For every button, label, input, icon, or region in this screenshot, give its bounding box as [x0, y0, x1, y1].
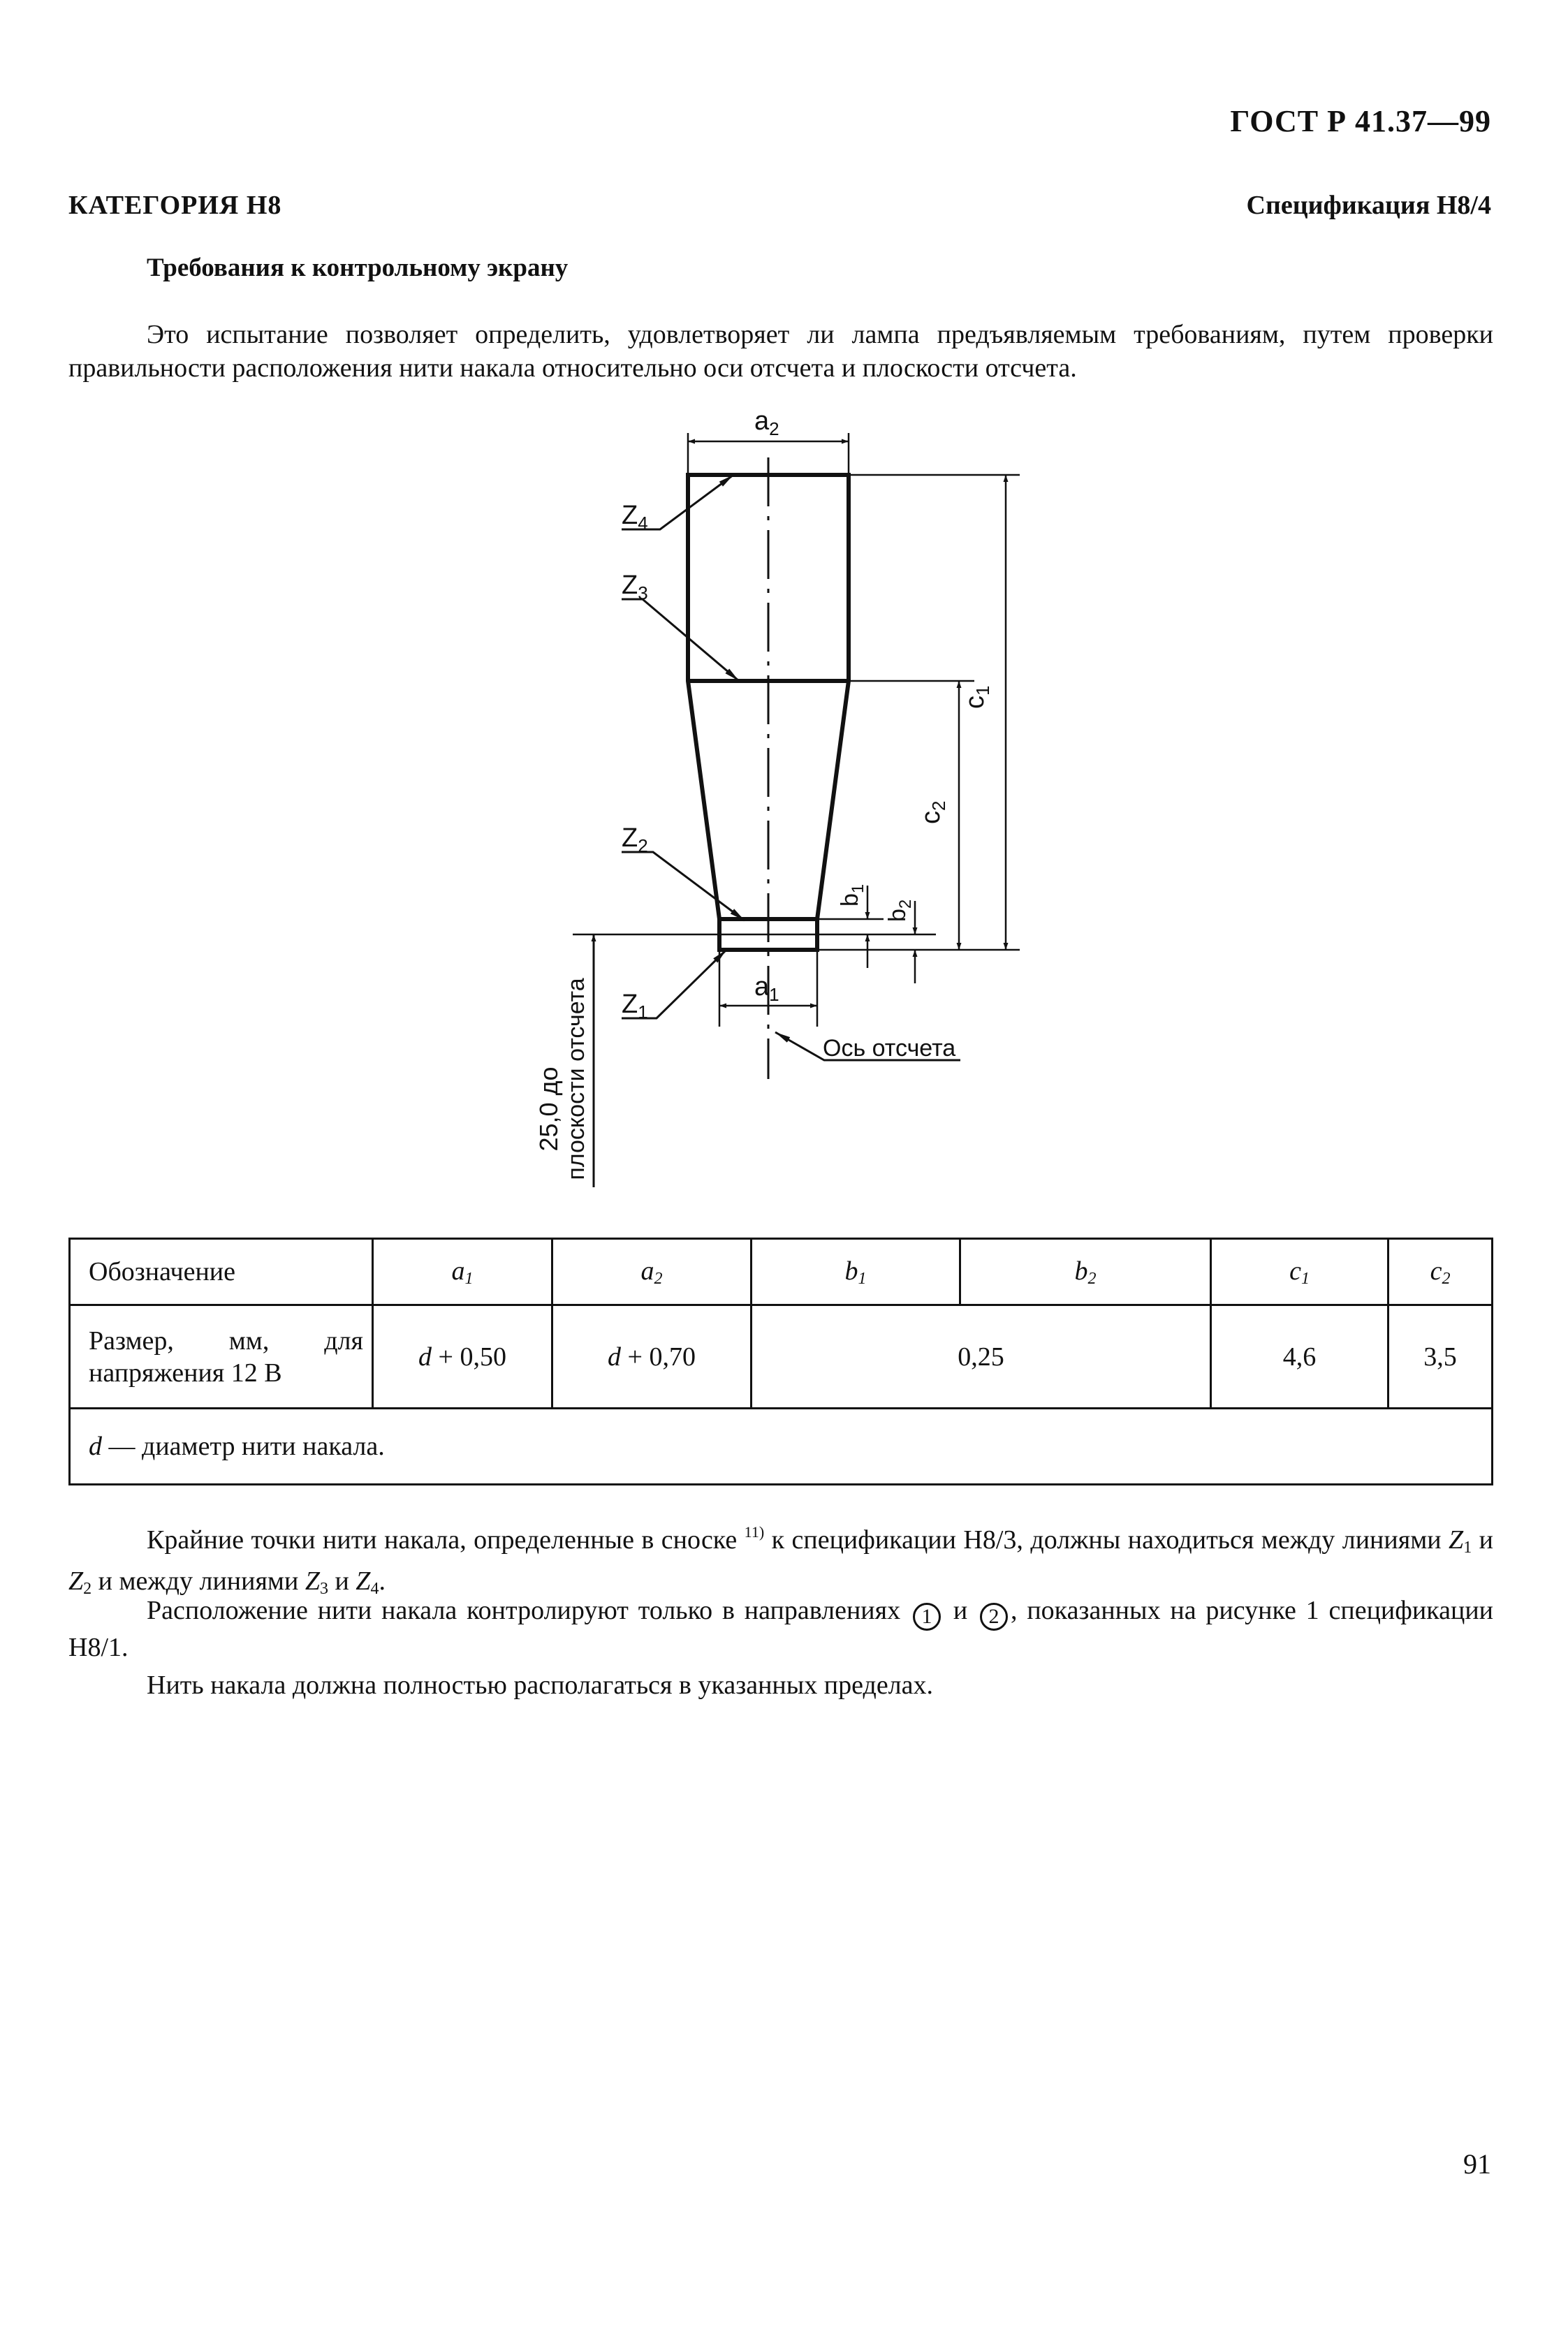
label-b2: $b_2$	[884, 899, 915, 922]
col-b2: $b_2$	[960, 1239, 1211, 1305]
label-c2: $c_2$	[916, 800, 949, 824]
label-z3: $Z_3$	[622, 571, 648, 603]
table-header-label: Обозначение	[70, 1239, 373, 1305]
standard-number: ГОСТ Р 41.37—99	[1230, 104, 1491, 138]
value-b: 0,25	[752, 1305, 1211, 1409]
label-c1: $c_1$	[960, 685, 993, 709]
page-number: 91	[1463, 2148, 1491, 2180]
label-z4: $Z_4$	[622, 501, 648, 534]
value-a1: d + 0,50	[373, 1305, 552, 1409]
dimension-table	[68, 1238, 1493, 1485]
label-z2: $Z_2$	[622, 823, 648, 856]
category-title: КАТЕГОРИЯ Н8	[68, 191, 282, 220]
direction-2-circle: 2	[980, 1603, 1008, 1631]
col-b1: $b_1$	[752, 1239, 960, 1305]
row-label: Размер, мм, для напряжения 12 В	[70, 1305, 373, 1409]
col-c1: $c_1$	[1211, 1239, 1389, 1305]
label-b1: $b_1$	[837, 883, 867, 907]
plane-label-line1: 25,0 до	[534, 1066, 563, 1152]
z3-leader	[622, 599, 739, 681]
value-a2: d + 0,70	[552, 1305, 752, 1409]
col-a1: $a_1$	[373, 1239, 552, 1305]
label-z1: $Z_1$	[622, 990, 648, 1022]
specification-title: Спецификация Н8/4	[1246, 191, 1491, 220]
value-c2: 3,5	[1389, 1305, 1493, 1409]
paragraph-limits: Нить накала должна полностью располагаться в указанных пределах.	[147, 1671, 934, 1700]
col-a2: $a_2$	[552, 1239, 752, 1305]
paragraph-extreme-points: Крайние точки нити накала, определенные в сноске $^{11)}$ к спецификации Н8/3, должны находиться между линиями $Z_1$ и $Z_2$ и между линиями $Z_3$ и $Z_4$.	[68, 1523, 1493, 1598]
label-a1: $a_1$	[754, 972, 779, 1005]
z2-leader	[622, 852, 745, 920]
col-c2: $c_2$	[1389, 1239, 1493, 1305]
value-c1: 4,6	[1211, 1305, 1389, 1409]
paragraph-directions: Расположение нити накала контролируют только в направлениях 1 и 2 , показанных на рисунке 1 спецификации Н8/1.	[68, 1596, 1493, 1662]
section-title: Требования к контрольному экрану	[147, 254, 569, 282]
axis-label: Ось отсчета	[823, 1035, 956, 1062]
plane-label-line2: плоскости отсчета	[563, 978, 589, 1180]
intro-paragraph: Это испытание позволяет определить, удовлетворяет ли лампа предъявляемым требованиям, путем проверки правильности расположения нити накала относительно оси отсчета и плоскости отсчета.	[68, 320, 1493, 383]
table-note: d — диаметр нити накала.	[70, 1409, 1493, 1485]
direction-1-circle: 1	[913, 1603, 941, 1631]
label-a2: $a_2$	[754, 406, 779, 439]
